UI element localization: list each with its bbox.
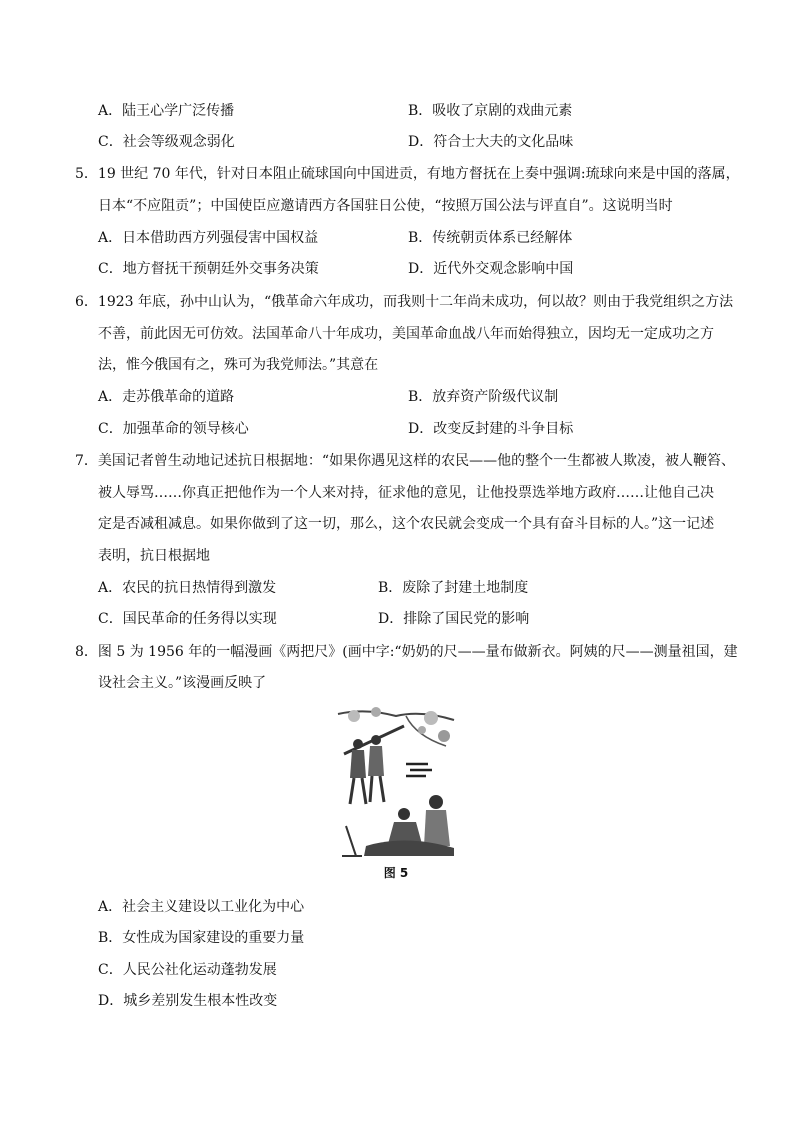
q7-option-b: B．废除了封建土地制度 bbox=[378, 580, 529, 596]
q7-option-d: D．排除了国民党的影响 bbox=[378, 611, 530, 627]
q6-stem-line3: 法，惟今俄国有之，殊可为我党师法。”其意在 bbox=[98, 357, 379, 373]
q7-option-a: A．农民的抗日热情得到激发 bbox=[98, 580, 277, 596]
q4-option-c: C．社会等级观念弱化 bbox=[98, 134, 235, 150]
q6-stem-line2: 不善，前此因无可仿效。法国革命八十年成功，美国革命血战八年而始得独立，因均无一定成功之方 bbox=[98, 326, 714, 342]
q7-stem-line2: 被人辱骂……你真正把他作为一个人来对持，征求他的意见，让他投票选举地方政府……让他自己决 bbox=[98, 485, 714, 501]
q5-stem-line2: 日本“不应阻贡”；中国使臣应邀请西方各国驻日公使，“按照万国公法与评直自”。这说明当时 bbox=[98, 198, 673, 214]
q5-option-c: C．地方督抚干预朝廷外交事务决策 bbox=[98, 261, 319, 277]
q7-stem-line4: 表明，抗日根据地 bbox=[98, 548, 210, 564]
cartoon-illustration bbox=[336, 706, 456, 866]
q4-option-d: D．符合士大夫的文化品味 bbox=[408, 134, 574, 150]
cartoon-figure bbox=[336, 706, 456, 884]
figure-caption: 图 5 bbox=[383, 866, 409, 880]
q5-option-d: D．近代外交观念影响中国 bbox=[408, 261, 574, 277]
q8-stem-line1: 8．图 5 为 1956 年的一幅漫画《两把尺》(画中字:“奶奶的尺——量布做新衣。阿姨的尺——测量祖国，建 bbox=[75, 644, 738, 660]
q5-option-b: B．传统朝贡体系已经解体 bbox=[408, 230, 573, 246]
q5-option-a: A．日本借助西方列强侵害中国权益 bbox=[98, 230, 319, 246]
q8-option-a: A．社会主义建设以工业化为中心 bbox=[98, 899, 305, 915]
q7-option-c: C．国民革命的任务得以实现 bbox=[98, 611, 277, 627]
q7-stem-line3: 定是否减租减息。如果你做到了这一切，那么，这个农民就会变成一个具有奋斗目标的人。”这一记述 bbox=[98, 516, 715, 532]
q8-option-b: B．女性成为国家建设的重要力量 bbox=[98, 930, 305, 946]
q4-option-b: B．吸收了京剧的戏曲元素 bbox=[408, 103, 573, 119]
q6-stem-line1: 6．1923 年底，孙中山认为，“俄革命六年成功，而我则十二年尚未成功，何以故？则由于我党组织之方法 bbox=[75, 294, 734, 310]
q8-stem-line2: 设社会主义。”该漫画反映了 bbox=[98, 675, 267, 691]
q6-option-d: D．改变反封建的斗争目标 bbox=[408, 421, 574, 437]
q8-option-c: C．人民公社化运动蓬勃发展 bbox=[98, 962, 277, 978]
q6-option-b: B．放弃资产阶级代议制 bbox=[408, 389, 559, 405]
q4-option-a: A．陆王心学广泛传播 bbox=[98, 103, 235, 119]
q6-option-c: C．加强革命的领导核心 bbox=[98, 421, 249, 437]
q5-stem-line1: 5．19 世纪 70 年代，针对日本阻止硫球国向中国进贡，有地方督抚在上奏中强调:琉球向来是中国的落属， bbox=[75, 166, 740, 182]
q8-option-d: D．城乡差别发生根本性改变 bbox=[98, 993, 278, 1009]
q7-stem-line1: 7．美国记者曾生动地记述抗日根据地：“如果你遇见这样的农民——他的整个一生都被人欺凌，被人鞭笞、 bbox=[75, 453, 736, 469]
q6-option-a: A．走苏俄革命的道路 bbox=[98, 389, 235, 405]
